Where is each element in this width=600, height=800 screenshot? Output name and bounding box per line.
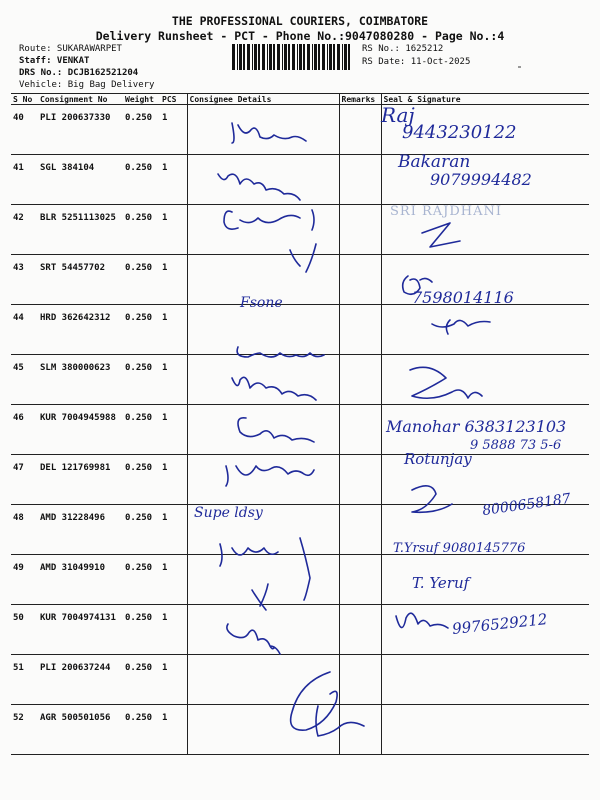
handwritten-phone: 7598014116 bbox=[412, 288, 514, 307]
row-consignment-no: SGL 384104 bbox=[38, 155, 123, 205]
row-weight: 0.250 bbox=[123, 505, 160, 555]
row-pcs: 1 bbox=[160, 155, 187, 205]
row-sno: 52 bbox=[11, 705, 38, 755]
vehicle-label: Vehicle: Big Bag Delivery bbox=[19, 80, 155, 90]
col-remarks: Remarks bbox=[339, 94, 381, 105]
row-pcs: 1 bbox=[160, 205, 187, 255]
company-title: THE PROFESSIONAL COURIERS, COIMBATORE bbox=[171, 14, 429, 28]
handwritten-name: Supe ldsy bbox=[194, 505, 263, 521]
row-pcs: 1 bbox=[160, 655, 187, 705]
row-weight: 0.250 bbox=[123, 605, 160, 655]
row-pcs: 1 bbox=[160, 105, 187, 155]
row-pcs: 1 bbox=[160, 555, 187, 605]
handwritten-phone: 9 5888 73 5-6 bbox=[470, 438, 562, 453]
row-weight: 0.250 bbox=[123, 205, 160, 255]
row-sno: 45 bbox=[11, 355, 38, 405]
row-weight: 0.250 bbox=[123, 355, 160, 405]
row-sno: 49 bbox=[11, 555, 38, 605]
row-consignment-no: SRT 54457702 bbox=[38, 255, 123, 305]
row-weight: 0.250 bbox=[123, 655, 160, 705]
row-consignment-no: PLI 200637244 bbox=[38, 655, 123, 705]
rs-date: RS Date: 11-Oct-2025 bbox=[362, 57, 471, 67]
runsheet-subtitle: Delivery Runsheet - PCT - Phone No.:9047080280 - Page No.:4 bbox=[95, 29, 505, 43]
col-consignment: Consignment No bbox=[38, 94, 123, 105]
row-pcs: 1 bbox=[160, 455, 187, 505]
row-sno: 41 bbox=[11, 155, 38, 205]
row-sno: 47 bbox=[11, 455, 38, 505]
col-seal: Seal & Signature bbox=[381, 94, 589, 105]
row-consignment-no: HRD 362642312 bbox=[38, 305, 123, 355]
row-pcs: 1 bbox=[160, 255, 187, 305]
row-consignment-no: AGR 500501056 bbox=[38, 705, 123, 755]
row-weight: 0.250 bbox=[123, 705, 160, 755]
row-sno: 50 bbox=[11, 605, 38, 655]
row-sno: 48 bbox=[11, 505, 38, 555]
row-sno: 40 bbox=[11, 105, 38, 155]
row-sno: 42 bbox=[11, 205, 38, 255]
handwritten-phone: 9079994482 bbox=[430, 170, 532, 189]
handwritten-initials: Raj bbox=[381, 103, 415, 127]
row-weight: 0.250 bbox=[123, 155, 160, 205]
handwritten-phone: 9443230122 bbox=[402, 122, 517, 143]
route-label: Route: SUKARAWARPET bbox=[19, 44, 122, 54]
row-weight: 0.250 bbox=[123, 455, 160, 505]
col-weight: Weight bbox=[123, 94, 160, 105]
row-pcs: 1 bbox=[160, 355, 187, 405]
row-weight: 0.250 bbox=[123, 555, 160, 605]
handwritten-phone: 8000658187 bbox=[481, 490, 572, 520]
row-consignment-no: PLI 200637330 bbox=[38, 105, 123, 155]
row-consignment-no: KUR 7004974131 bbox=[38, 605, 123, 655]
handwritten-text: Manohar 6383123103 bbox=[386, 417, 567, 436]
row-consignment-no: AMD 31049910 bbox=[38, 555, 123, 605]
drs-number: DRS No.: DCJB162521204 bbox=[19, 68, 139, 78]
row-sno: 46 bbox=[11, 405, 38, 455]
row-pcs: 1 bbox=[160, 305, 187, 355]
row-weight: 0.250 bbox=[123, 255, 160, 305]
row-pcs: 1 bbox=[160, 605, 187, 655]
row-consignment-no: SLM 380000623 bbox=[38, 355, 123, 405]
row-pcs: 1 bbox=[160, 505, 187, 555]
row-sno: 43 bbox=[11, 255, 38, 305]
col-consignee: Consignee Details bbox=[187, 94, 339, 105]
row-weight: 0.250 bbox=[123, 405, 160, 455]
staff-label: Staff: VENKAT bbox=[19, 56, 90, 66]
row-sno: 51 bbox=[11, 655, 38, 705]
col-sno: S No bbox=[11, 94, 38, 105]
col-pcs: PCS bbox=[160, 94, 187, 105]
handwritten-phone: 9976529212 bbox=[451, 610, 549, 638]
row-weight: 0.250 bbox=[123, 305, 160, 355]
row-consignment-no: KUR 7004945988 bbox=[38, 405, 123, 455]
handwritten-name: Rotunjay bbox=[404, 450, 472, 468]
stamp-text: SRI RAJDHANI bbox=[390, 204, 503, 219]
row-sno: 44 bbox=[11, 305, 38, 355]
row-consignment-no: DEL 121769981 bbox=[38, 455, 123, 505]
row-pcs: 1 bbox=[160, 405, 187, 455]
handwritten-text: T.Yrsuf 9080145776 bbox=[393, 541, 526, 556]
row-consignment-no: AMD 31228496 bbox=[38, 505, 123, 555]
row-pcs: 1 bbox=[160, 705, 187, 755]
row-weight: 0.250 bbox=[123, 105, 160, 155]
row-consignment-no: BLR 5251113025 bbox=[38, 205, 123, 255]
handwritten-name: Fsone bbox=[240, 295, 283, 311]
rs-number: RS No.: 1625212 bbox=[362, 44, 444, 54]
handwritten-name: Bakaran bbox=[398, 152, 471, 172]
handwritten-name: T. Yeruf bbox=[412, 574, 470, 592]
